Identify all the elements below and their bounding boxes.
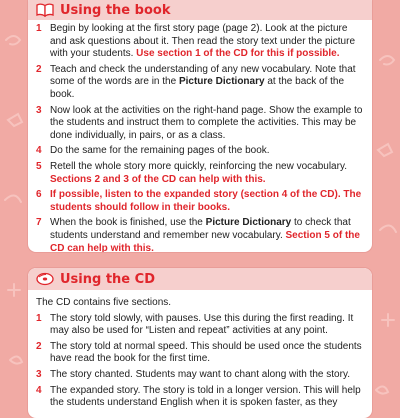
list-item — [36, 385, 364, 410]
item-number: 2 — [36, 63, 42, 75]
item-text — [50, 23, 364, 61]
cd-reference-text: Sections 2 and 3 of the CD can help with this. — [50, 173, 266, 185]
item-text — [50, 369, 364, 382]
using-the-book-card — [28, 0, 372, 252]
using-the-cd-card — [28, 268, 372, 418]
item-text — [50, 217, 364, 252]
using-the-book-title: Using the book — [60, 2, 171, 18]
cd-reference-text: Use section 1 of the CD for this if possible. — [136, 48, 340, 60]
item-text — [50, 105, 364, 143]
text-run: at the back of the book. — [50, 76, 345, 100]
item-text — [50, 161, 364, 186]
text-run: When the book is finished, use the — [50, 217, 206, 229]
item-text — [50, 64, 364, 102]
item-number: 7 — [36, 217, 42, 229]
item-number: 1 — [36, 312, 42, 324]
text-run: Retell the whole story more quickly, reinforcing the new vocabulary. — [50, 160, 347, 172]
item-number: 3 — [36, 368, 42, 380]
cd-disc-icon — [36, 272, 54, 286]
cd-intro-text: The CD contains five sections. — [36, 297, 172, 308]
bold-term: Picture Dictionary — [178, 76, 265, 88]
text-run: to check that students understand and remember new vocabulary. — [50, 217, 351, 241]
text-run: Teach and check the understanding of any new vocabulary. Note that some of the words are in the — [50, 63, 356, 88]
item-text — [50, 313, 364, 338]
text-run: The story chanted. Students may want to chant along with the story. — [50, 368, 350, 380]
text-run: Begin by looking at the first story page (page 2). Look at the picture and ask questions about it. Then read the story text under the picture with your students. — [50, 23, 356, 60]
item-number: 3 — [36, 104, 42, 116]
list-item — [36, 64, 364, 102]
text-run: The story told at normal speed. This should be used once the students have read the book for the first time. — [50, 340, 362, 365]
text-run: The expanded story. The story is told in a longer version. This will help the students understand English when it is spoken faster, as they — [50, 384, 361, 409]
list-item — [36, 217, 364, 252]
text-run: Do the same for the remaining pages of the book. — [50, 145, 270, 157]
cd-body — [28, 290, 372, 410]
item-number: 6 — [36, 189, 42, 201]
cd-sections-list — [36, 313, 364, 410]
list-item — [36, 161, 364, 186]
list-item — [36, 23, 364, 61]
bold-term: Picture Dictionary — [205, 217, 292, 229]
cd-reference-text: If possible, listen to the expanded story (section 4 of the CD). The students should follow in their books. — [50, 189, 362, 213]
item-number: 4 — [36, 145, 42, 157]
item-number: 4 — [36, 384, 42, 396]
list-item — [36, 313, 364, 338]
list-item — [36, 105, 364, 143]
text-run: The story told slowly, with pauses. Use this during the first reading. It may also be used for “Listen and repeat” activities at any point. — [50, 312, 354, 337]
list-item — [36, 341, 364, 366]
using-the-book-header — [28, 0, 372, 20]
item-text — [50, 341, 364, 366]
open-book-icon — [36, 3, 54, 17]
item-text — [50, 145, 364, 158]
list-item — [36, 189, 364, 214]
using-the-cd-header — [28, 268, 372, 290]
using-the-cd-title: Using the CD — [60, 271, 155, 287]
item-number: 2 — [36, 340, 42, 352]
list-item — [36, 145, 364, 158]
list-item — [36, 369, 364, 382]
item-number: 5 — [36, 160, 42, 172]
text-run: Now look at the activities on the right-hand page. Show the example to the students and instruct them to complete the activities. This may be done individually, in pairs, or as a class. — [50, 104, 363, 141]
item-text — [50, 189, 364, 214]
cd-reference-text: Section 5 of the CD can help with this. — [50, 229, 360, 252]
item-text — [50, 385, 364, 410]
book-steps-list — [28, 20, 372, 252]
item-number: 1 — [36, 23, 42, 34]
